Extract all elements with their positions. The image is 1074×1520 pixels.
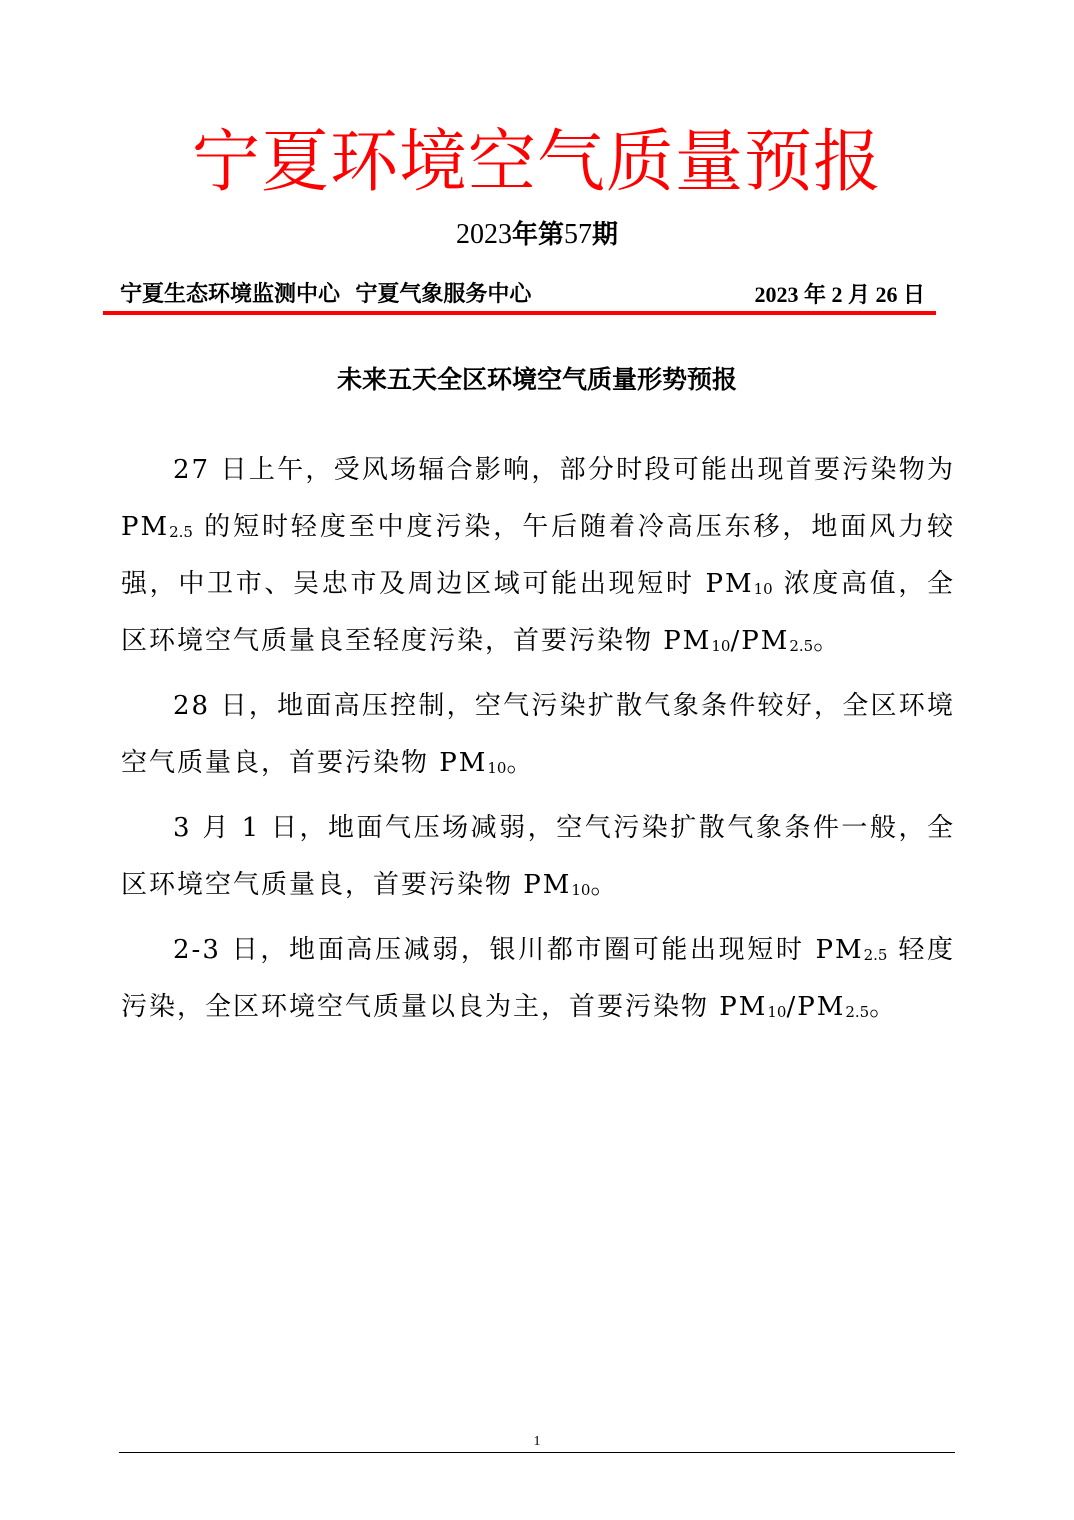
issue-number: 57 xyxy=(564,219,592,250)
subscript: 2.5 xyxy=(863,946,888,964)
publisher-row xyxy=(120,278,925,312)
subscript: 10 xyxy=(753,580,773,598)
masthead-title: 宁夏环境空气质量预报 xyxy=(191,123,882,202)
publish-date: 2023 年 2 月 26 日 xyxy=(754,282,925,307)
paragraph-text: /PM xyxy=(786,992,846,1022)
paragraph-text: 。 xyxy=(590,870,619,900)
paragraph-text: 。 xyxy=(813,626,842,656)
paragraph-text: 轻度污染，全区环境空气质量以良为主，首要污染物 PM xyxy=(121,935,956,1022)
paragraph-text: 3 月 1 日，地面气压场减弱，空气污染扩散气象条件一般，全区环境空气质量良，首要污染物 PM xyxy=(121,813,955,900)
issue-period-label: 期 xyxy=(592,220,619,250)
paragraph-text: /PM xyxy=(730,626,790,656)
article-body xyxy=(121,442,955,1044)
subscript: 10 xyxy=(767,1003,787,1021)
subscript: 10 xyxy=(487,759,507,777)
issue-line xyxy=(0,215,1074,255)
subscript: 10 xyxy=(711,637,731,655)
paragraph-text: 。 xyxy=(506,748,535,778)
issue-year: 2023 xyxy=(455,219,512,250)
page-number: 1 xyxy=(533,1434,541,1449)
footer-divider xyxy=(119,1452,955,1453)
issuing-agencies: 宁夏生态环境监测中心 宁夏气象服务中心 xyxy=(120,282,532,307)
subscript: 2.5 xyxy=(169,523,193,541)
paragraph-text: 浓度高值，全区环境空气质量良至轻度污染，首要污染物 PM xyxy=(121,569,955,656)
paragraph-march-1 xyxy=(121,800,955,914)
article-heading: 未来五天全区环境空气质量形势预报 xyxy=(336,365,737,394)
paragraph-text: 。 xyxy=(869,992,898,1022)
paragraph-text: 28 日，地面高压控制，空气污染扩散气象条件较好，全区环境空气质量良，首要污染物 PM xyxy=(121,691,955,778)
masthead-divider xyxy=(103,311,936,315)
paragraph-day-27 xyxy=(121,442,955,670)
paragraph-day-28 xyxy=(121,678,955,792)
paragraph-text: 2-3 日，地面高压减弱，银川都市圈可能出现短时 PM xyxy=(173,935,864,965)
paragraph-text: 27 日上午，受风场辐合影响，部分时段可能出现首要污染物为 PM xyxy=(121,455,955,542)
issue-year-label: 年第 xyxy=(511,220,564,250)
subscript: 10 xyxy=(571,881,591,899)
paragraph-march-2-3 xyxy=(121,922,955,1036)
subscript: 2.5 xyxy=(845,1003,870,1021)
subscript: 2.5 xyxy=(789,637,814,655)
paragraph-text: 的短时轻度至中度污染，午后随着冷高压东移，地面风力较强，中卫市、吴忠市及周边区域可能出现短时 PM xyxy=(121,512,955,599)
